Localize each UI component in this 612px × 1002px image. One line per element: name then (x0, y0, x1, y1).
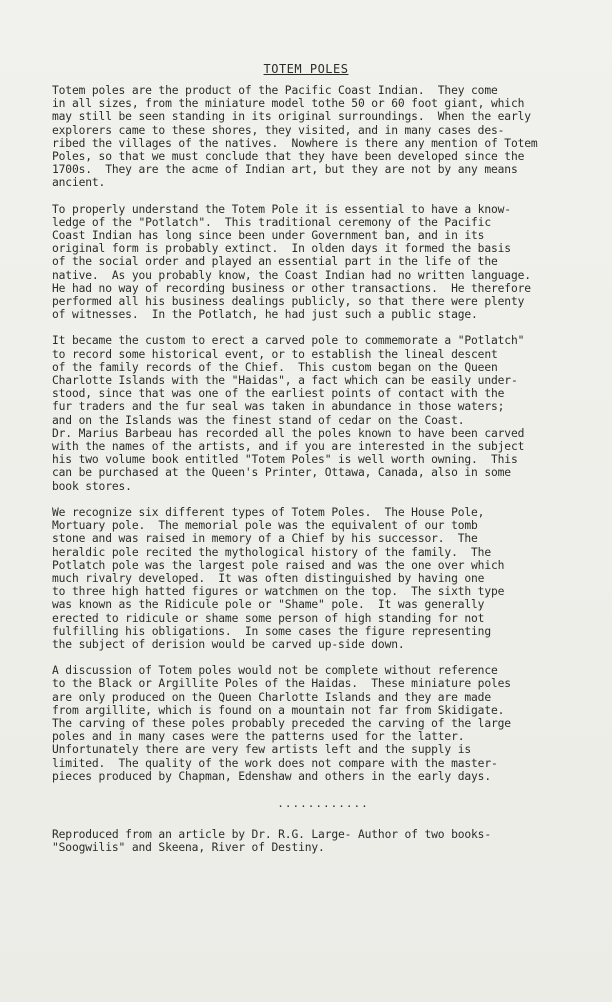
text-line: native. As you probably know, the Coast Indian had no written language. (52, 268, 531, 282)
text-line: A discussion of Totem poles would not be complete without reference (52, 664, 498, 678)
text-line: Totem poles are the product of the Pacific Coast Indian. They come (52, 84, 498, 97)
paragraph (52, 203, 582, 322)
page-title: TOTEM POLES (263, 62, 349, 76)
text-line: erected to ridicule or shame some person of high standing for not (52, 611, 485, 625)
text-line: much rivalry developed. It was often distinguished by having one (52, 571, 485, 585)
text-line: ledge of the "Potlatch". This traditional ceremony of the Pacific (52, 215, 491, 229)
text-line: to three high hatted figures or watchmen on the top. The sixth type (52, 585, 505, 599)
text-line: may still be seen standing in its original surroundings. When the early (52, 110, 531, 124)
text-line: was known as the Ridicule pole or "Shame" pole. It was generally (52, 598, 485, 612)
paragraph (52, 334, 582, 492)
text-line: 1700s. They are the acme of Indian art, but they are not by any means (52, 163, 518, 177)
paragraph (52, 506, 582, 651)
text-line: of the social order and played an essential part in the life of the (52, 255, 498, 269)
text-line: in all sizes, from the miniature model tothe 50 or 60 foot giant, which (52, 97, 525, 111)
credit-line: "Soogwilis" and Skeena, River of Destiny. (52, 841, 325, 855)
text-line: Unfortunately there are very few artists left and the supply is (52, 743, 472, 757)
text-line: We recognize six different types of Totem Poles. The House Pole, (52, 505, 485, 519)
paragraphs (52, 84, 582, 783)
text-line: To properly understand the Totem Pole it is essential to have a know- (52, 202, 511, 216)
text-line: of the family records of the Chief. This custom began on the Queen (52, 360, 498, 374)
text-line: and on the Islands was the finest stand of cedar on the Coast. (52, 413, 465, 427)
text-line: with the names of the artists, and if you are interested in the subject (52, 440, 525, 454)
text-line: It became the custom to erect a carved pole to commemorate a "Potlatch" (52, 334, 525, 348)
credit (52, 828, 582, 854)
text-line: fulfilling his obligations. In some cases the figure representing (52, 624, 491, 638)
text-line: from argillite, which is found on a mountain not far from Skidigate. (52, 703, 505, 717)
text-line: original form is probably extinct. In olden days it formed the basis (52, 242, 511, 256)
text-line: can be purchased at the Queen's Printer, Ottawa, Canada, also in some (52, 466, 511, 480)
text-line: the subject of derision would be carved up-side down. (52, 637, 405, 651)
text-line: The carving of these poles probably preceded the carving of the large (52, 716, 511, 730)
text-line: limited. The quality of the work does not compare with the master- (52, 756, 498, 770)
text-line: Potlatch pole was the largest pole raised and was the one over which (52, 558, 505, 572)
text-line: fur traders and the fur seal was taken in abundance in those waters; (52, 400, 505, 414)
text-line: are only produced on the Queen Charlotte Islands and they are made (52, 690, 491, 704)
text-line: heraldic pole recited the mythological history of the family. The (52, 545, 491, 559)
text-line: ancient. (52, 176, 106, 190)
text-line: to the Black or Argillite Poles of the Haidas. These miniature poles (52, 677, 511, 691)
text-line: explorers came to these shores, they visited, and in many cases des- (52, 123, 505, 137)
text-line: He had no way of recording business or other transactions. He therefore (52, 281, 531, 295)
paragraph (52, 84, 582, 190)
text-line: poles and in many cases were the patterns used for the latter. (52, 730, 465, 744)
credit-line: Reproduced from an article by Dr. R.G. Large- Author of two books- (52, 827, 491, 841)
text-line: of witnesses. In the Potlatch, he had just such a public stage. (52, 308, 478, 322)
document-body (52, 84, 582, 854)
separator: ............ (277, 796, 369, 810)
text-line: stood, since that was one of the earliest points of contact with the (52, 387, 505, 401)
text-line: Mortuary pole. The memorial pole was the equivalent of our tomb (52, 519, 478, 533)
text-line: Charlotte Islands with the "Haidas", a fact which can be easily under- (52, 374, 518, 388)
text-line: ribed the villages of the natives. Nowhere is there any mention of Totem (52, 136, 538, 150)
text-line: stone and was raised in memory of a Chief by his successor. The (52, 532, 478, 546)
text-line: performed all his business dealings publicly, so that there were plenty (52, 295, 525, 309)
text-line: Dr. Marius Barbeau has recorded all the poles known to have been carved (52, 426, 525, 440)
text-line: Poles, so that we must conclude that they have been developed since the (52, 150, 525, 164)
text-line: pieces produced by Chapman, Edenshaw and others in the early days. (52, 769, 491, 783)
text-line: his two volume book entitled "Totem Poles" is well worth owning. This (52, 453, 518, 467)
text-line: book stores. (52, 479, 132, 493)
paragraph (52, 664, 582, 783)
text-line: Coast Indian has long since been under Government ban, and in its (52, 229, 485, 243)
text-line: to record some historical event, or to establish the lineal descent (52, 347, 498, 361)
